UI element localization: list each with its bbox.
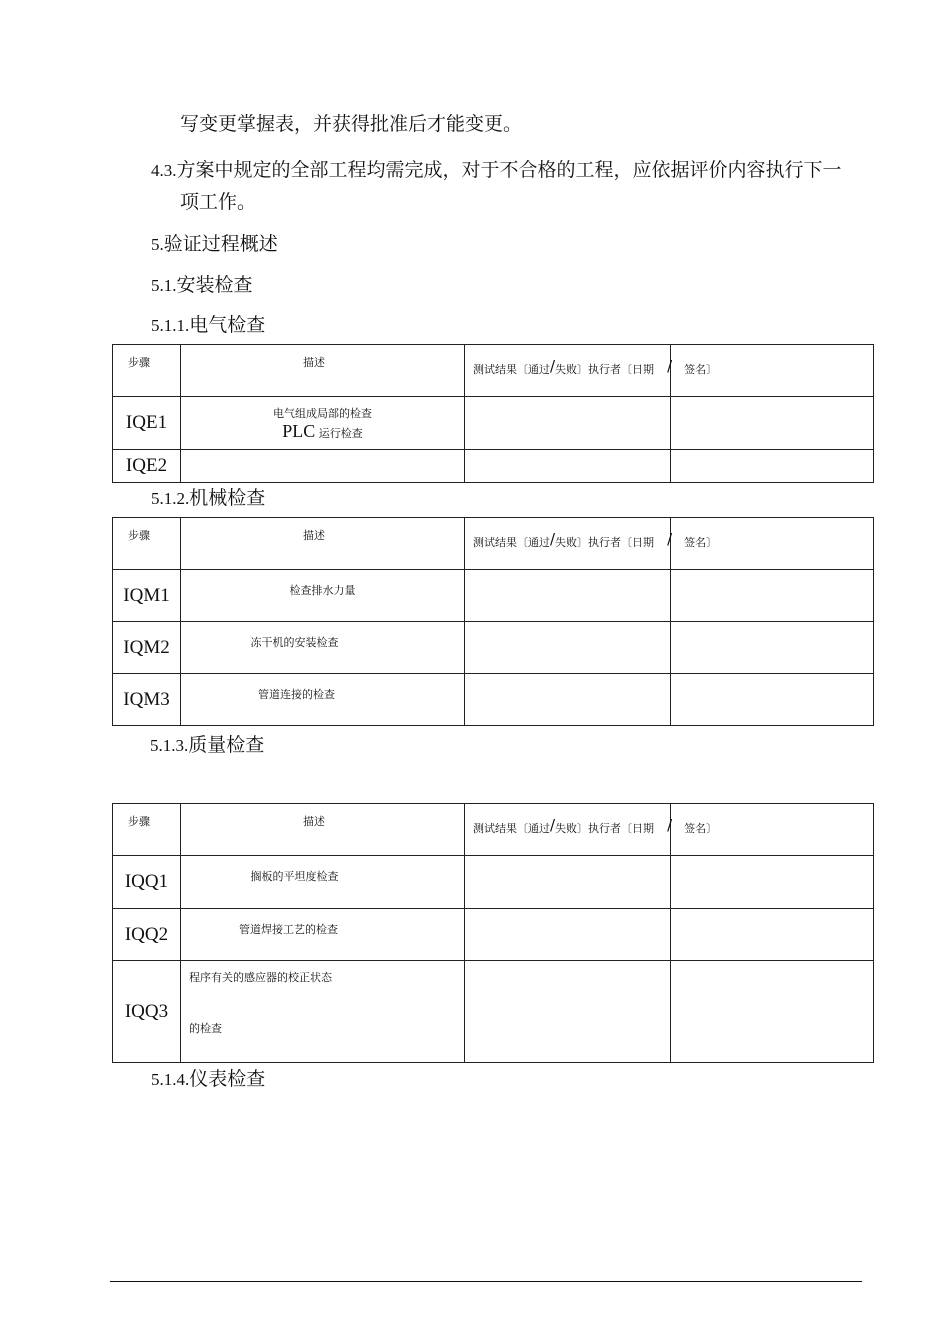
step-id: IQM3 [123, 688, 170, 710]
clause-4-3 [151, 158, 842, 183]
step-desc: 冻干机的安装检查 [250, 635, 339, 649]
header-slash: / [667, 816, 673, 834]
heading-text: 电气检查 [189, 314, 266, 336]
step-id: IQM1 [123, 584, 170, 606]
heading-number: 5.1.3. [150, 736, 189, 755]
heading-number: 5.1.4. [151, 1070, 190, 1089]
step-desc: 搁板的平坦度检查 [250, 870, 339, 883]
table-header-row [113, 518, 874, 570]
header-sign: 签名〕 [684, 363, 718, 376]
header-result-cell [465, 345, 718, 397]
mechanical-check-table [112, 517, 874, 726]
step-id: IQE1 [125, 412, 168, 433]
heading-5-1-1 [151, 313, 265, 338]
plc-label: PLC [282, 420, 316, 441]
heading-number: 5. [151, 235, 164, 254]
footer-rule [110, 1281, 862, 1282]
step-desc: 管道连接的检查 [258, 687, 335, 701]
heading-number: 5.1.1. [151, 316, 190, 335]
table-header-row [113, 804, 874, 856]
heading-number: 5.1. [151, 276, 177, 295]
header-slash: / [667, 357, 673, 375]
header-result-a: 测试结果〔通过 [473, 536, 550, 549]
header-result-b: 失败〕执行者〔日期 [555, 536, 655, 549]
step-id: IQM2 [123, 636, 170, 658]
header-result-b: 失败〕执行者〔日期 [555, 363, 655, 376]
step-id: IQQ3 [124, 1000, 169, 1022]
header-step: 步骤 [128, 815, 150, 828]
table-row [113, 570, 874, 622]
clause-text: 方案中规定的全部工程均需完成，对于不合格的工程，应依据评价内容执行下一 [176, 159, 842, 181]
step-id: IQE2 [125, 455, 168, 476]
header-desc: 描述 [303, 815, 325, 828]
header-desc: 描述 [303, 529, 325, 542]
clause-4-3-cont: 项工作。 [180, 191, 257, 213]
heading-5 [151, 232, 278, 257]
paragraph-continuation: 写变更掌握表，并获得批准后才能变更。 [180, 113, 523, 135]
header-sign: 签名〕 [684, 536, 718, 549]
header-step: 步骤 [128, 356, 150, 369]
header-step: 步骤 [128, 529, 150, 542]
step-desc-line2 [181, 421, 464, 442]
heading-5-1-3 [150, 733, 264, 758]
table-row [113, 397, 874, 450]
heading-5-1-2 [151, 486, 265, 511]
table-row [113, 961, 874, 1063]
heading-text: 机械检查 [189, 487, 266, 509]
electrical-check-table [112, 344, 874, 483]
heading-text: 安装检查 [176, 274, 253, 296]
step-desc: 电气组成局部的检查 [273, 406, 372, 420]
heading-5-1 [151, 273, 253, 298]
step-desc-line2: 的检查 [189, 1022, 222, 1035]
header-empty-cell [671, 345, 874, 397]
header-result-a: 测试结果〔通过 [473, 363, 550, 376]
header-slash: / [550, 530, 556, 548]
step-id: IQQ2 [124, 923, 169, 945]
step-desc: 检查排水力量 [289, 583, 356, 597]
header-desc: 描述 [303, 356, 325, 369]
step-desc-text: 运行检查 [318, 426, 363, 440]
table-row [113, 622, 874, 674]
header-sign: 签名〕 [684, 822, 718, 835]
step-desc: 管道焊接工艺的检查 [239, 922, 338, 936]
header-slash: / [550, 816, 556, 834]
header-desc-cell [181, 345, 465, 397]
heading-text: 仪表检查 [189, 1068, 266, 1090]
header-step-cell [113, 345, 181, 397]
table-row [113, 909, 874, 961]
header-slash: / [550, 357, 556, 375]
table-header-row [113, 345, 874, 397]
heading-text: 验证过程概述 [163, 233, 278, 255]
header-slash: / [667, 530, 673, 548]
table-row [113, 450, 874, 483]
quality-check-table [112, 803, 874, 1063]
step-id: IQQ1 [124, 871, 169, 892]
heading-5-1-4 [151, 1067, 265, 1092]
step-desc: 程序有关的感应器的校正状态 [189, 971, 332, 984]
header-result-a: 测试结果〔通过 [473, 822, 550, 835]
table-row [113, 856, 874, 909]
header-result-b: 失败〕执行者〔日期 [555, 822, 655, 835]
clause-number: 4.3. [151, 161, 177, 180]
heading-number: 5.1.2. [151, 489, 190, 508]
heading-text: 质量检查 [188, 734, 265, 756]
table-row [113, 674, 874, 726]
